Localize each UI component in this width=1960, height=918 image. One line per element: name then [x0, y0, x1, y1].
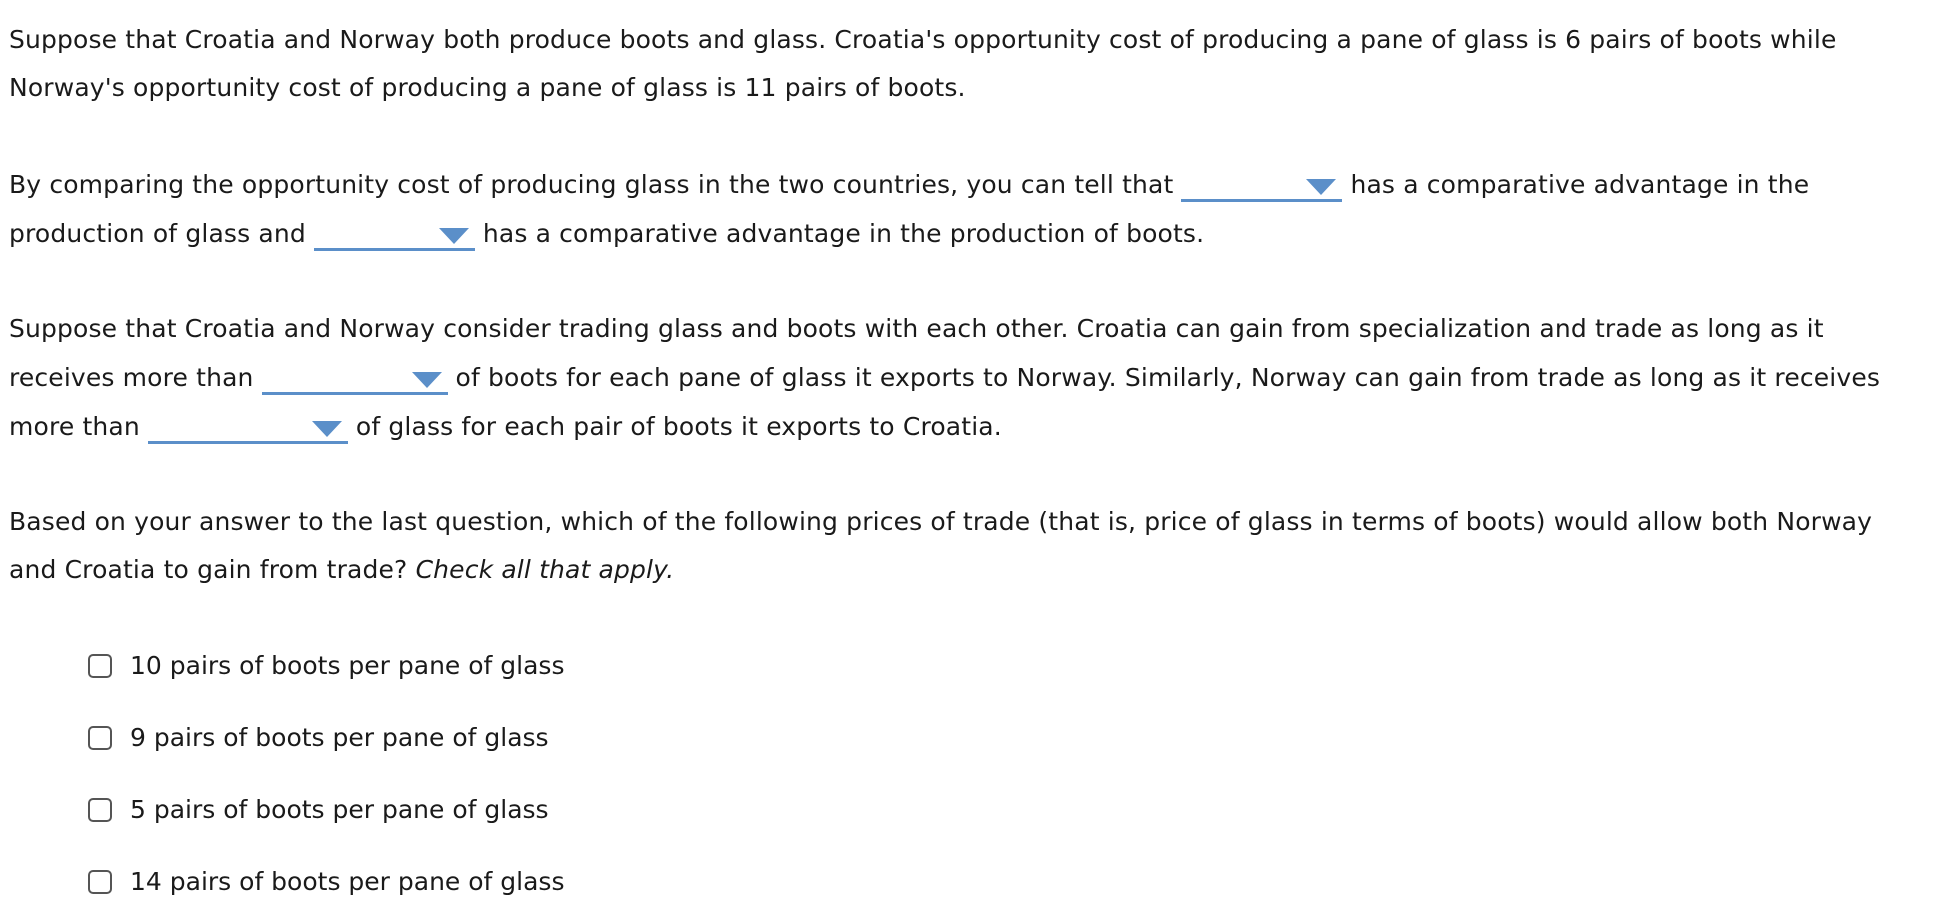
checkbox[interactable] [88, 654, 112, 678]
option-5-pairs[interactable] [88, 774, 565, 846]
intro-line-1: Suppose that Croatia and Norway both produce boots and glass. Croatia's opportunity cost of producing a pane of glass is 6 pairs of boots while [9, 25, 1837, 54]
comparison-paragraph [9, 160, 1809, 258]
checkbox[interactable] [88, 726, 112, 750]
comparison-text-2: has a comparative advantage in the [1350, 170, 1810, 199]
option-10-pairs[interactable] [88, 630, 565, 702]
option-label: 14 pairs of boots per pane of glass [130, 867, 565, 896]
trade-text-1: Suppose that Croatia and Norway consider trading glass and boots with each other. Croatia can gain from specialization and trade as long as it [9, 314, 1824, 343]
checkbox[interactable] [88, 798, 112, 822]
chevron-down-icon [1306, 179, 1336, 195]
answer-options [88, 630, 565, 918]
chevron-down-icon [439, 228, 469, 244]
comparison-text-1: By comparing the opportunity cost of producing glass in the two countries, you can tell that [9, 170, 1174, 199]
option-14-pairs[interactable] [88, 846, 565, 918]
trade-text-2: receives more than [9, 363, 254, 392]
option-label: 5 pairs of boots per pane of glass [130, 795, 549, 824]
option-9-pairs[interactable] [88, 702, 565, 774]
comparison-text-3: production of glass and [9, 219, 306, 248]
checkbox[interactable] [88, 870, 112, 894]
question-line-2: and Croatia to gain from trade? [9, 555, 408, 584]
option-label: 9 pairs of boots per pane of glass [130, 723, 549, 752]
intro-line-2: Norway's opportunity cost of producing a pane of glass is 11 pairs of boots. [9, 73, 966, 102]
trade-paragraph [9, 305, 1880, 451]
option-label: 10 pairs of boots per pane of glass [130, 651, 565, 680]
trade-price-question [9, 498, 1872, 594]
norway-min-price-dropdown[interactable] [148, 411, 348, 444]
chevron-down-icon [312, 421, 342, 437]
chevron-down-icon [412, 372, 442, 388]
intro-paragraph [9, 16, 1837, 112]
croatia-min-price-dropdown[interactable] [262, 362, 448, 395]
trade-text-3: of boots for each pane of glass it exports to Norway. Similarly, Norway can gain from trade as long as it receives [455, 363, 1881, 392]
trade-text-4: more than [9, 412, 140, 441]
glass-advantage-dropdown[interactable] [1181, 169, 1342, 202]
trade-text-5: of glass for each pair of boots it exports to Croatia. [355, 412, 1002, 441]
comparison-text-4: has a comparative advantage in the production of boots. [482, 219, 1205, 248]
question-instruction: Check all that apply. [415, 555, 675, 584]
question-line-1: Based on your answer to the last question, which of the following prices of trade (that is, price of glass in terms of boots) would allow both Norway [9, 507, 1873, 536]
boots-advantage-dropdown[interactable] [314, 218, 475, 251]
